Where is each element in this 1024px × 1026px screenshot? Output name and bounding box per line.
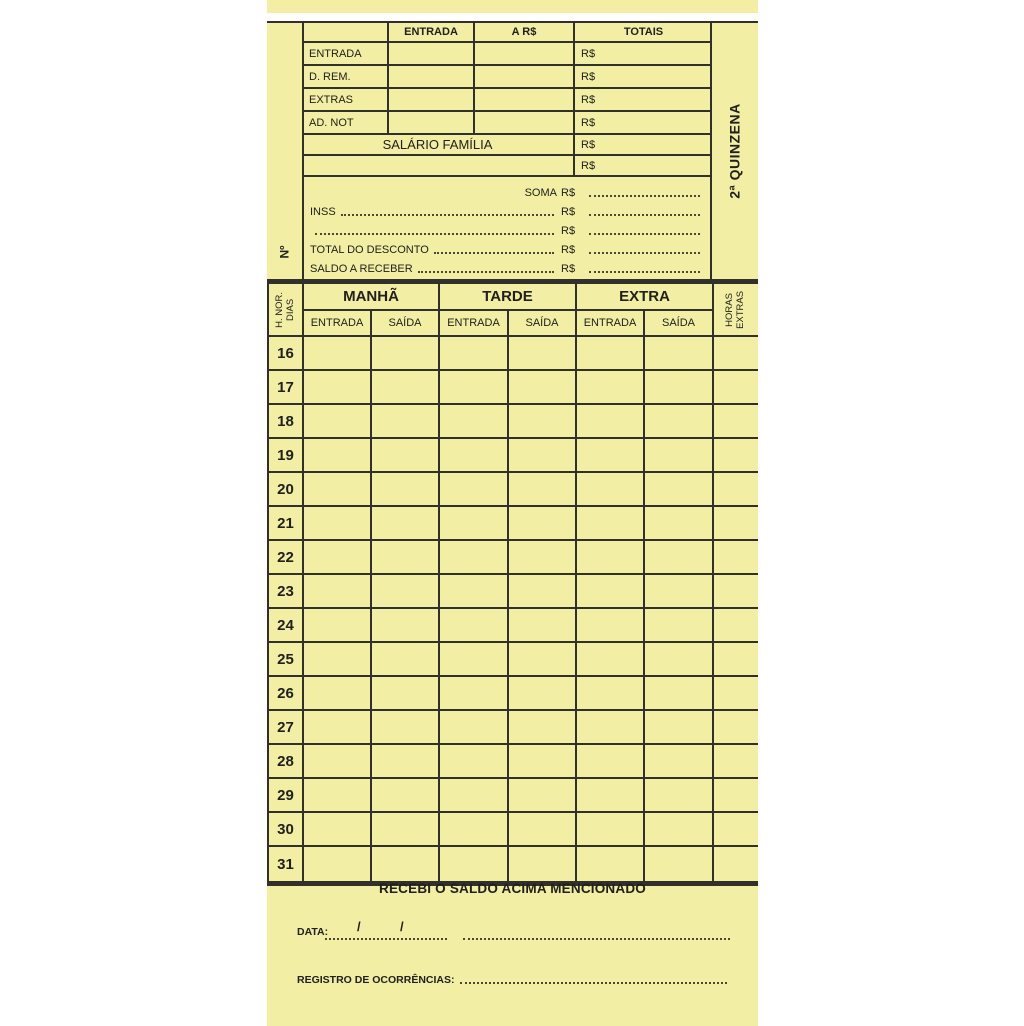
cell-horas-extras [712,643,758,675]
blank-amount-line [589,225,700,235]
day-row-20 [269,473,758,507]
cell-tarde-saida [507,439,575,471]
saldo-currency: R$ [561,263,576,275]
cell-tarde-saida [507,847,575,881]
cell-extra-saida [643,473,712,505]
cell-manha-entrada [302,745,370,777]
cell-manha-saida [370,337,438,369]
cell-horas-extras [712,847,758,881]
date-fill-line [325,938,447,940]
day-number: 19 [277,446,294,464]
cell-extra-entrada [575,745,643,777]
day-row-23 [269,575,758,609]
earnings-row-adnot [302,112,712,135]
totais-currency: R$ [573,156,712,175]
cell-extra-entrada [575,371,643,403]
cell-horas-extras [712,507,758,539]
cell-tarde-saida [507,371,575,403]
cell-tarde-entrada [438,711,507,743]
cell-extra-entrada [575,609,643,641]
cell-tarde-entrada [438,371,507,403]
cell-tarde-entrada [438,609,507,641]
day-row-29 [269,779,758,813]
cell-manha-saida [370,371,438,403]
blank-deduction-row [310,219,703,238]
cell-manha-saida [370,813,438,845]
cell-extra-entrada [575,541,643,573]
cell-manha-entrada [302,847,370,881]
date-slash-1: / [357,919,361,934]
earnings-row-extras [302,89,712,112]
cell-horas-extras [712,405,758,437]
day-number: 24 [277,616,294,634]
row-label: AD. NOT [309,116,354,129]
cell-extra-saida [643,541,712,573]
cell-tarde-entrada [438,405,507,437]
cell-horas-extras [712,813,758,845]
cell-manha-entrada [302,779,370,811]
received-statement: RECEBI O SALDO ACIMA MENCIONADO [379,881,646,896]
timecard-form [267,21,758,1026]
cell-extra-entrada [575,813,643,845]
cell-tarde-saida [507,473,575,505]
saldo-fill-line [418,263,554,273]
occurrences-fill-line [460,974,727,984]
cell-tarde-saida [507,677,575,709]
cell-extra-saida [643,711,712,743]
earnings-header-blank [302,23,387,41]
day-row-24 [269,609,758,643]
cell-extra-entrada [575,643,643,675]
total-desconto-label: TOTAL DO DESCONTO [310,244,429,256]
cell-horas-extras [712,337,758,369]
cell-manha-entrada [302,575,370,607]
cell-horas-extras [712,575,758,607]
salario-familia-row [302,135,712,156]
card-top-strip [267,0,758,13]
cell-manha-saida [370,643,438,675]
cell-extra-entrada [575,575,643,607]
cell-manha-saida [370,405,438,437]
inss-fill-line [341,206,554,216]
cell-horas-extras [712,677,758,709]
horas-label: HORAS [724,292,736,327]
timecard-sheet [267,0,758,1024]
totais-currency: R$ [573,135,712,154]
horas-extras-header-box [712,284,758,335]
occurrences-label: REGISTRO DE OCORRÊNCIAS: [297,974,455,986]
cell-manha-entrada [302,507,370,539]
cell-tarde-entrada [438,745,507,777]
extra-blank-row [302,156,712,177]
cell-extra-saida [643,575,712,607]
cell-extra-saida [643,643,712,675]
cell-tarde-saida [507,541,575,573]
sub-tarde-entrada: ENTRADA [438,311,507,335]
cell-extra-entrada [575,405,643,437]
soma-row [310,181,703,200]
blank-currency: R$ [561,225,576,237]
cell-extra-saida [643,677,712,709]
soma-currency: R$ [561,187,576,199]
cell-tarde-entrada [438,677,507,709]
cell-manha-saida [370,439,438,471]
cell-manha-entrada [302,473,370,505]
earnings-row-entrada [302,43,712,66]
cell-manha-entrada [302,609,370,641]
cell-manha-saida [370,711,438,743]
cell-extra-saida [643,337,712,369]
cell-horas-extras [712,371,758,403]
cell-tarde-entrada [438,643,507,675]
day-number: 18 [277,412,294,430]
entrada-value-cell [387,89,473,110]
day-number: 28 [277,752,294,770]
entrada-saida-row [302,311,712,335]
cell-tarde-saida [507,643,575,675]
day-row-21 [269,507,758,541]
cell-extra-entrada [575,439,643,471]
cell-horas-extras [712,711,758,743]
sub-extra-saida: SAÍDA [643,311,712,335]
cell-tarde-entrada [438,813,507,845]
total-desconto-amount-line [589,244,700,254]
cell-tarde-entrada [438,575,507,607]
blank-cell [302,156,573,175]
inss-amount-line [589,206,700,216]
cell-tarde-entrada [438,439,507,471]
cell-extra-saida [643,609,712,641]
totais-currency: R$ [573,66,712,87]
deductions-summary [310,181,703,276]
cell-tarde-entrada [438,541,507,573]
cell-tarde-saida [507,507,575,539]
entrada-value-cell [387,43,473,64]
ars-value-cell [473,89,573,110]
cell-manha-entrada [302,711,370,743]
cell-manha-saida [370,575,438,607]
day-number: 20 [277,480,294,498]
cell-manha-saida [370,507,438,539]
cell-extra-saida [643,371,712,403]
day-row-16 [269,337,758,371]
blank-fill-line [315,225,554,235]
inss-currency: R$ [561,206,576,218]
cell-extra-saida [643,779,712,811]
cell-extra-entrada [575,507,643,539]
cell-tarde-saida [507,337,575,369]
date-slash-2: / [400,919,404,934]
cell-horas-extras [712,473,758,505]
date-label: DATA: [297,926,329,938]
cell-horas-extras [712,609,758,641]
cell-manha-saida [370,473,438,505]
earnings-table [302,23,712,177]
group-tarde: TARDE [438,284,575,309]
cell-manha-entrada [302,337,370,369]
day-row-26 [269,677,758,711]
cell-horas-extras [712,745,758,777]
day-number: 17 [277,378,294,396]
cell-manha-entrada [302,371,370,403]
cell-extra-saida [643,439,712,471]
cell-tarde-saida [507,405,575,437]
entrada-value-cell [387,112,473,133]
cell-manha-saida [370,847,438,881]
ars-value-cell [473,112,573,133]
date-signature-row [297,915,730,941]
row-label: ENTRADA [309,47,362,60]
total-desconto-row [310,238,703,257]
day-row-27 [269,711,758,745]
cell-manha-saida [370,609,438,641]
total-desconto-fill-line [434,244,554,254]
day-number: 21 [277,514,294,532]
hnor-label: H. NOR. [273,291,285,328]
entrada-value-cell [387,66,473,87]
earnings-header-totais: TOTAIS [573,23,712,41]
cell-extra-saida [643,507,712,539]
cell-extra-entrada [575,337,643,369]
cell-extra-entrada [575,677,643,709]
day-number: 27 [277,718,294,736]
cell-tarde-saida [507,609,575,641]
cell-manha-entrada [302,643,370,675]
day-row-30 [269,813,758,847]
cell-tarde-saida [507,745,575,777]
cell-extra-entrada [575,473,643,505]
cell-extra-saida [643,405,712,437]
cell-extra-entrada [575,847,643,881]
cell-manha-saida [370,677,438,709]
day-row-31 [269,847,758,881]
cell-extra-entrada [575,711,643,743]
cell-tarde-saida [507,575,575,607]
numero-label: Nº [277,245,292,259]
day-row-17 [269,371,758,405]
inss-row [310,200,703,219]
cell-tarde-saida [507,813,575,845]
day-row-22 [269,541,758,575]
occurrences-row [297,971,730,987]
earnings-header-entrada: ENTRADA [387,23,473,41]
day-number: 26 [277,684,294,702]
day-number: 31 [277,855,294,873]
earnings-section [267,23,758,279]
cell-tarde-entrada [438,847,507,881]
earnings-header-row [302,23,712,43]
group-extra: EXTRA [575,284,712,309]
group-manha: MANHÃ [302,284,438,309]
dias-header-box [269,284,302,335]
cell-horas-extras [712,439,758,471]
day-number: 30 [277,820,294,838]
cell-tarde-entrada [438,779,507,811]
cell-tarde-entrada [438,473,507,505]
extras-label: EXTRAS [734,290,746,329]
inss-label: INSS [310,206,336,218]
day-number: 29 [277,786,294,804]
sub-manha-saida: SAÍDA [370,311,438,335]
ars-value-cell [473,43,573,64]
earnings-header-ars: A R$ [473,23,573,41]
salario-familia-label: SALÁRIO FAMÍLIA [382,137,493,152]
cell-tarde-saida [507,779,575,811]
day-number: 16 [277,344,294,362]
cell-horas-extras [712,779,758,811]
cell-manha-entrada [302,405,370,437]
day-row-25 [269,643,758,677]
soma-label: SOMA [524,187,557,199]
cell-manha-saida [370,779,438,811]
cell-extra-saida [643,813,712,845]
cell-manha-entrada [302,541,370,573]
saldo-receber-row [310,257,703,276]
timesheet-header [269,284,758,337]
cell-manha-saida [370,745,438,777]
cell-manha-entrada [302,677,370,709]
day-number: 23 [277,582,294,600]
day-row-19 [269,439,758,473]
totais-currency: R$ [573,89,712,110]
total-desconto-currency: R$ [561,244,576,256]
saldo-amount-line [589,263,700,273]
cell-manha-entrada [302,439,370,471]
sub-manha-entrada: ENTRADA [302,311,370,335]
period-group-row [302,284,712,311]
totais-currency: R$ [573,43,712,64]
sub-extra-entrada: ENTRADA [575,311,643,335]
day-row-18 [269,405,758,439]
day-row-28 [269,745,758,779]
cell-tarde-saida [507,711,575,743]
row-label: EXTRAS [309,93,354,106]
cell-tarde-entrada [438,337,507,369]
totais-currency: R$ [573,112,712,133]
saldo-receber-label: SALDO A RECEBER [310,263,413,275]
cell-tarde-entrada [438,507,507,539]
timesheet-table [267,279,758,886]
sub-tarde-saida: SAÍDA [507,311,575,335]
quinzena-label: 2ª QUINZENA [727,103,743,199]
quinzena-label-box [712,23,758,279]
cell-extra-entrada [575,779,643,811]
cell-extra-saida [643,745,712,777]
day-number: 25 [277,650,294,668]
numero-label-box [267,225,302,279]
signature-fill-line [463,938,730,940]
cell-manha-saida [370,541,438,573]
earnings-row-drem [302,66,712,89]
ars-value-cell [473,66,573,87]
dias-label: DIAS [284,298,296,321]
cell-manha-entrada [302,813,370,845]
cell-extra-saida [643,847,712,881]
row-label: D. REM. [309,70,351,83]
day-number: 22 [277,548,294,566]
soma-fill-line [589,187,700,197]
cell-horas-extras [712,541,758,573]
